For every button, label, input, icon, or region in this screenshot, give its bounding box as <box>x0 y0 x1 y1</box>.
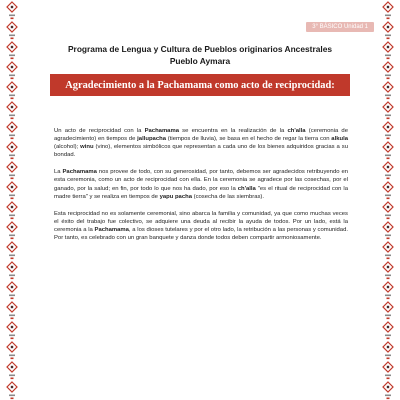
border-dot <box>387 26 389 28</box>
border-separator <box>385 35 391 37</box>
border-separator <box>385 175 391 177</box>
border-separator <box>387 358 390 360</box>
border-separator <box>387 158 390 160</box>
border-dot <box>387 286 389 288</box>
border-dot <box>387 86 389 88</box>
border-dot <box>387 106 389 108</box>
page-header <box>0 44 400 66</box>
border-dot <box>387 366 389 368</box>
border-separator <box>11 198 14 200</box>
border-dot <box>387 126 389 128</box>
border-separator <box>9 235 15 237</box>
border-separator <box>11 398 14 400</box>
border-separator <box>387 178 390 180</box>
border-separator <box>9 195 15 197</box>
border-dot <box>11 66 13 68</box>
border-separator <box>9 355 15 357</box>
border-separator <box>387 378 390 380</box>
border-separator <box>385 155 391 157</box>
border-dot <box>387 6 389 8</box>
border-dot <box>11 326 13 328</box>
border-separator <box>387 238 390 240</box>
border-separator <box>385 15 391 17</box>
border-separator <box>385 375 391 377</box>
border-separator <box>9 375 15 377</box>
border-separator <box>9 75 15 77</box>
border-separator <box>387 398 390 400</box>
border-separator <box>11 338 14 340</box>
main-content <box>54 127 348 251</box>
border-separator <box>387 198 390 200</box>
border-separator <box>387 258 390 260</box>
border-separator <box>9 215 15 217</box>
border-separator <box>9 135 15 137</box>
border-dot <box>11 366 13 368</box>
border-separator <box>387 18 390 20</box>
border-separator <box>9 35 15 37</box>
border-separator <box>9 175 15 177</box>
border-separator <box>385 195 391 197</box>
border-dot <box>11 86 13 88</box>
border-separator <box>11 258 14 260</box>
border-dot <box>387 166 389 168</box>
border-dot <box>387 386 389 388</box>
border-separator <box>385 95 391 97</box>
section-title-banner: Agradecimiento a la Pachamama como acto de reciprocidad: <box>50 74 350 96</box>
border-separator <box>11 18 14 20</box>
border-dot <box>11 186 13 188</box>
border-dot <box>11 206 13 208</box>
border-separator <box>11 358 14 360</box>
border-separator <box>11 178 14 180</box>
border-separator <box>387 298 390 300</box>
border-separator <box>11 378 14 380</box>
border-separator <box>387 38 390 40</box>
border-separator <box>387 338 390 340</box>
border-separator <box>385 135 391 137</box>
border-separator <box>387 138 390 140</box>
border-separator <box>9 15 15 17</box>
border-separator <box>9 95 15 97</box>
border-dot <box>11 286 13 288</box>
border-separator <box>385 295 391 297</box>
border-separator <box>11 238 14 240</box>
border-separator <box>11 78 14 80</box>
border-separator <box>11 38 14 40</box>
border-separator <box>9 255 15 257</box>
border-separator <box>9 155 15 157</box>
border-separator <box>11 218 14 220</box>
border-dot <box>11 306 13 308</box>
border-separator <box>385 335 391 337</box>
border-dot <box>387 146 389 148</box>
border-dot <box>11 266 13 268</box>
border-separator <box>385 75 391 77</box>
border-separator <box>385 395 391 397</box>
border-separator <box>11 278 14 280</box>
border-dot <box>387 326 389 328</box>
border-separator <box>385 355 391 357</box>
border-separator <box>9 315 15 317</box>
border-separator <box>387 218 390 220</box>
border-separator <box>385 215 391 217</box>
border-dot <box>11 386 13 388</box>
border-separator <box>11 298 14 300</box>
border-dot <box>11 6 13 8</box>
border-separator <box>11 98 14 100</box>
border-separator <box>387 318 390 320</box>
border-dot <box>11 146 13 148</box>
border-separator <box>385 115 391 117</box>
paragraph-2: La Pachamama nos provee de todo, con su generosidad, por tanto, debemos ser agradecidos retribuyendo en esta ceremonia, como un acto de reciprocidad con ella. En la ceremonia se agradece por las cosechas, por el ganado, por la salud; en fin, por todo lo que nos ha dado, por eso la ch'alla "es el ritual de reciprocidad con la madre tierra" y se realiza en tiempos de yapu pacha (cosecha de las siembras). <box>54 169 348 200</box>
border-dot <box>387 226 389 228</box>
border-dot <box>387 346 389 348</box>
border-dot <box>387 66 389 68</box>
border-dot <box>387 266 389 268</box>
border-separator <box>387 78 390 80</box>
border-separator <box>9 335 15 337</box>
paragraph-1: Un acto de reciprocidad con la Pachamama se encuentra en la realización de la ch'alla (ceremonia de agradecimiento) en tiempos de jallupacha (tiempos de lluvia), se basa en el hecho de regar la tierra con alkula (alcohol); winu (vino), elementos simbólicos que representan a cada uno de los bienes adquiridos gracias a su bondad. <box>54 128 348 159</box>
border-separator <box>385 235 391 237</box>
border-separator <box>11 138 14 140</box>
border-dot <box>11 126 13 128</box>
border-dot <box>11 26 13 28</box>
program-title: Programa de Lengua y Cultura de Pueblos originarios Ancestrales <box>67 44 333 54</box>
border-dot <box>11 166 13 168</box>
border-dot <box>11 226 13 228</box>
border-separator <box>385 275 391 277</box>
border-separator <box>11 118 14 120</box>
border-dot <box>11 246 13 248</box>
border-separator <box>385 315 391 317</box>
border-dot <box>11 346 13 348</box>
program-subtitle: Pueblo Aymara <box>169 56 231 66</box>
border-separator <box>9 295 15 297</box>
border-separator <box>9 115 15 117</box>
border-separator <box>11 158 14 160</box>
paragraph-3: Esta reciprocidad no es solamente ceremonial, sino abarca la familia y comunidad, ya que como muchas veces el éxito del trabajo fue colectivo, se adquiere una deuda al recibir la ayuda de todos. Por un lado, está la ceremonia a la Pachamama, a los dioses tutelares y por el otro lado, la retribución a las personas y comunidad. Por tanto, es celebrado con un gran banquete y danza donde todos deben compartir armoniosamente. <box>54 210 348 242</box>
grade-unit-badge: 3° BÁSICO Unidad 1 <box>306 22 374 32</box>
border-separator <box>387 118 390 120</box>
border-dot <box>11 106 13 108</box>
border-dot <box>387 306 389 308</box>
border-separator <box>385 255 391 257</box>
border-dot <box>387 186 389 188</box>
border-separator <box>387 278 390 280</box>
border-separator <box>9 395 15 397</box>
border-dot <box>387 246 389 248</box>
border-separator <box>387 98 390 100</box>
border-separator <box>11 318 14 320</box>
border-dot <box>387 206 389 208</box>
border-separator <box>9 275 15 277</box>
